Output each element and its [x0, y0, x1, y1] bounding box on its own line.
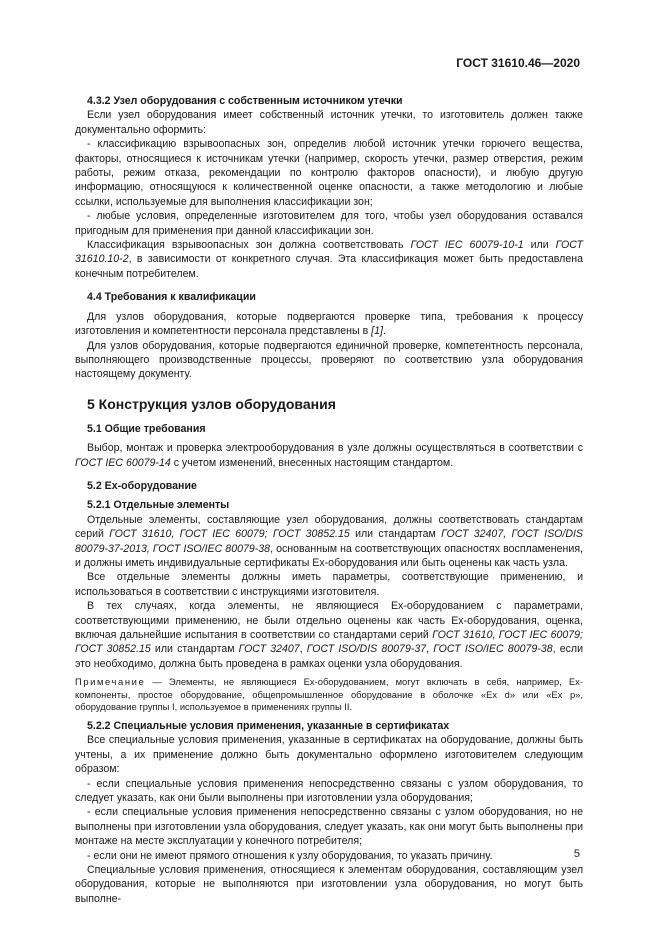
section-5-2-heading: 5.2 Ex-оборудование: [87, 479, 197, 492]
list-item: - любые условия, определенные изготовителем для того, чтобы узел оборудования оставался пригодным для применения при данной классификации зон.: [75, 210, 583, 237]
paragraph: Если узел оборудования имеет собственный источник утечки, то изготовитель должен также документально оформить:: [75, 109, 583, 136]
standard-reference: ГОСТ ISO/IEC 80079-38: [433, 643, 553, 656]
standard-reference: ГОСТ 31610, ГОСТ IEC 60079; ГОСТ 30852.15: [109, 528, 350, 541]
paragraph: Для узлов оборудования, которые подвергаются единичной проверке, компетентность персонала, выполняющего производственные процессы, проверяют по соответствию узла оборудования настоящему документу.: [75, 339, 583, 381]
document-id-header: ГОСТ 31610.46—2020: [456, 56, 580, 70]
note-text: — Элементы, не являющиеся Ex-оборудованием, могут включать в себя, например, Ex-компоненты, простое оборудование, общепромышленное оборудование в оболочке «Ex d» или «Ex p», оборудование группы I, используемое в применениях группы II.: [75, 676, 583, 713]
standard-reference: ГОСТ 31610.10-2: [75, 239, 583, 266]
list-item: - если они не имеют прямого отношения к узлу оборудования, то указать причину.: [87, 849, 493, 862]
standard-reference: ГОСТ ISO/DIS 80079-37: [306, 643, 427, 656]
list-item: - если специальные условия применения непосредственно связаны с узлом оборудования, то следует указать, как они были выполнены при изготовлении узла оборудования;: [75, 777, 583, 805]
paragraph: Выбор, монтаж и проверка электрооборудования в узле должны осуществляться в соответствии с ГОСТ IEC 60079-14 с учетом изменений, внесенных настоящим стандартом.: [75, 442, 583, 469]
section-5-1-heading: 5.1 Общие требования: [87, 422, 206, 435]
page-content: [75, 94, 583, 906]
section-4-3-2-heading: 4.3.2 Узел оборудования с собственным источником утечки: [87, 95, 403, 107]
standard-reference: ГОСТ IEC 60079-10-1: [410, 239, 524, 252]
note: [75, 676, 583, 714]
note-label: Примечание: [75, 676, 146, 688]
paragraph: Для узлов оборудования, которые подвергаются проверке типа, требования к процессу изготовления и компетентности персонала представлены в [1].: [75, 310, 583, 338]
section-5-heading: 5 Конструкция узлов оборудования: [87, 395, 336, 412]
paragraph: Классификация взрывоопасных зон должна соответствовать ГОСТ IEC 60079-10-1 или ГОСТ 31610.10-2, в зависимости от конкретного случая. Эта классификация может быть предоставлена конечным потребителем.: [75, 239, 583, 280]
page-number: 5: [573, 848, 580, 860]
standard-reference: ГОСТ 32407, ГОСТ ISO/DIS 80079-37-2013, ГОСТ ISO/IEC 80079-38: [75, 528, 583, 555]
section-4-4-heading: 4.4 Требования к квалификации: [87, 291, 256, 304]
bibliography-reference: [1]: [371, 325, 383, 338]
paragraph: В тех случаях, когда элементы, не являющиеся Ex-оборудованием с параметрами, соответствующими применению, не были отдельно оценены как часть Ex-оборудования, оценка, включая дальнейшие испытания в соответствии со стандартами серий ГОСТ 31610, ГОСТ IEC 60079; ГОСТ 30852.15 или стандартам ГОСТ 32407, ГОСТ ISO/DIS 80079-37, ГОСТ ISO/IEC 80079-38, если это необходимо, должна быть проведена в рамках оценки узла оборудования.: [75, 600, 584, 670]
section-5-2-2-heading: 5.2.2 Специальные условия применения, указанные в сертификатах: [87, 720, 450, 732]
paragraph: Специальные условия применения, относящиеся к элементам оборудования, составляющим узел оборудования, которые не выполняются при изготовлении узла оборудования, но могут быть выполне-: [75, 864, 583, 905]
standard-reference: ГОСТ 31610, ГОСТ IEC 60079; ГОСТ 30852.15: [75, 629, 583, 656]
list-item: - классификацию взрывоопасных зон, определив любой источник утечки горючего вещества, факторы, относящиеся к источникам утечки (например, скорость утечки, размер отверстия, режим работы, режим отказа, рекомендации по контролю факторов опасности), и любую другую информацию, относящуюся к количественной оценке опасности, а также методологию и любые ссылки, используемые для выполнения классификации зон;: [75, 138, 583, 208]
paragraph: Отдельные элементы, составляющие узел оборудования, должны соответствовать стандартам серий ГОСТ 31610, ГОСТ IEC 60079; ГОСТ 30852.15 или стандартам ГОСТ 32407, ГОСТ ISO/DIS 80079-37-2013, ГОСТ ISO/IEC 80079-38, основанным на соответствующих опасностях воспламенения, и должны иметь индивидуальные сертификаты Ex-оборудования или быть оценены как часть узла.: [75, 513, 583, 569]
standard-reference: ГОСТ IEC 60079-14: [75, 456, 171, 469]
standard-reference: ГОСТ 32407: [238, 643, 300, 656]
paragraph: Все отдельные элементы должны иметь параметры, соответствующие применению, и использоваться в соответствии с инструкциями изготовителя.: [75, 571, 583, 598]
list-item: - если специальные условия применения непосредственно связаны с узлом оборудования, но не выполнены при изготовлении узла оборудования, следует указать, как они могут быть выполнены при монтаже на месте эксплуатации у конечного потребителя;: [75, 806, 583, 848]
section-5-2-1-heading: 5.2.1 Отдельные элементы: [87, 499, 230, 512]
paragraph: Все специальные условия применения, указанные в сертификатах на оборудование, должны быть учтены, а их применение должно быть документально оформлено изготовителем следующим образом:: [75, 734, 583, 776]
